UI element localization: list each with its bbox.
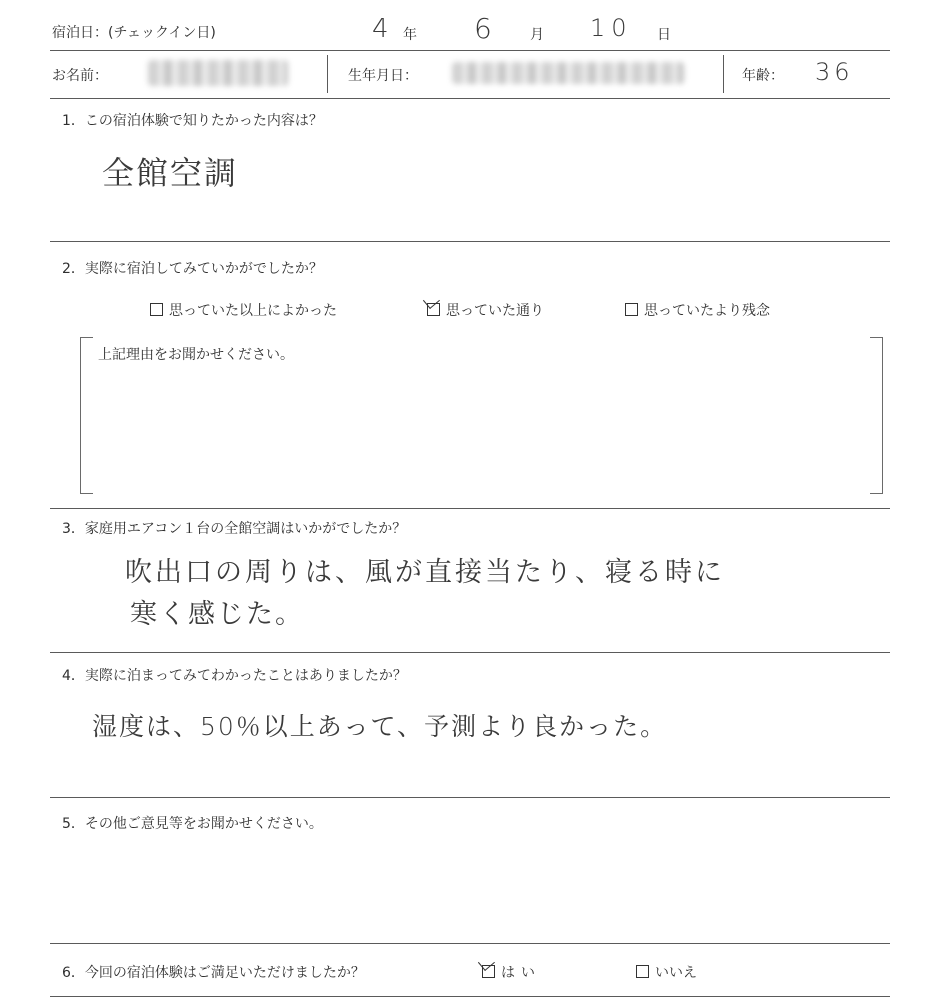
q3-question: 3．家庭用エアコン１台の全館空調はいかがでしたか？ (62, 521, 407, 537)
q3-answer-line1: 吹出口の周りは、風が直接当たり、寝る時に (125, 557, 725, 588)
q2-reason-prompt: 上記理由をお聞かせください。 (98, 347, 294, 363)
redacted-birthdate (452, 62, 684, 84)
name-label: お名前： (52, 68, 108, 84)
q2-option-2[interactable] (427, 300, 544, 320)
month-unit: 月 (530, 27, 544, 43)
header-divider-2 (50, 98, 890, 99)
q2-option-1[interactable] (150, 300, 337, 320)
q2-reason-area[interactable] (96, 368, 866, 486)
stay-date-label: 宿泊日：(チェックイン日) (52, 25, 216, 41)
month-value: 6 (474, 12, 492, 45)
q2-option-2-label: 思っていた通り (446, 303, 544, 319)
q6-option-yes[interactable] (482, 962, 541, 982)
age-label: 年齢： (742, 68, 784, 84)
q4-question: 4．実際に泊まってみてわかったことはありましたか？ (62, 668, 407, 684)
q3-divider (50, 652, 890, 653)
q2-option-3[interactable] (625, 300, 770, 320)
q5-divider (50, 943, 890, 944)
q2-option-1-label: 思っていた以上によかった (169, 303, 337, 319)
year-unit: 年 (403, 27, 417, 43)
q6-option-yes-label: はい (501, 965, 541, 981)
day-unit: 日 (657, 27, 671, 43)
checkbox-icon[interactable] (150, 303, 163, 316)
q6-question: 6．今回の宿泊体験はご満足いただけましたか？ (62, 965, 365, 981)
header-vdivider-1 (327, 55, 328, 93)
checkbox-checked-icon[interactable] (482, 965, 495, 978)
q1-divider (50, 241, 890, 242)
year-value: 4 (372, 14, 389, 44)
checkbox-icon[interactable] (636, 965, 649, 978)
header-divider-1 (50, 50, 890, 51)
day-value: 10 (590, 14, 633, 42)
reason-box-right-bracket (870, 337, 883, 494)
q1-question: 1．この宿泊体験で知りたかった内容は？ (62, 113, 323, 129)
q2-option-3-label: 思っていたより残念 (644, 303, 770, 319)
q1-answer: 全館空調 (102, 154, 239, 192)
redacted-name (148, 60, 288, 86)
q5-question: 5．その他ご意見等をお聞かせください。 (62, 816, 323, 832)
birth-label: 生年月日： (348, 68, 418, 84)
age-value: 36 (815, 58, 854, 86)
checkbox-icon[interactable] (625, 303, 638, 316)
q3-answer-line2: 寒く感じた。 (130, 599, 304, 630)
q4-divider (50, 797, 890, 798)
q6-option-no[interactable] (636, 962, 697, 982)
checkbox-checked-icon[interactable] (427, 303, 440, 316)
reason-box-left-bracket (80, 337, 93, 494)
q2-question: 2．実際に宿泊してみていかがでしたか？ (62, 261, 323, 277)
q2-divider (50, 508, 890, 509)
q4-answer: 湿度は、50％以上あって、予測より良かった。 (92, 712, 668, 741)
bottom-divider (50, 996, 890, 997)
q6-option-no-label: いいえ (655, 965, 697, 981)
header-vdivider-2 (723, 55, 724, 93)
q5-answer-area[interactable] (62, 840, 882, 935)
